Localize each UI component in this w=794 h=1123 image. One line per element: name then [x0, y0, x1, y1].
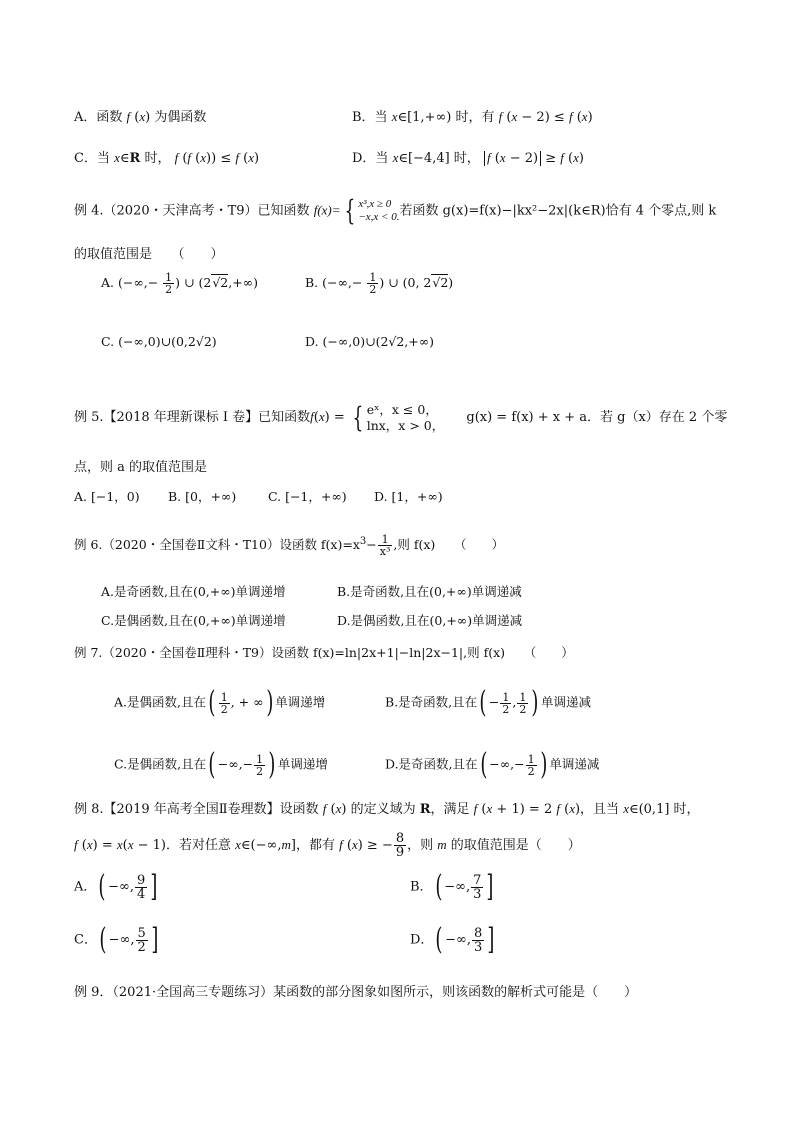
ex8-option-a: A．( −∞, $\frac{9}{4}$ ]	[74, 869, 158, 904]
ex6-option-d: D.是偶函数,且在(0,+∞)单调递减	[337, 613, 523, 628]
ex6-option-c: C.是偶函数,且在(0,+∞)单调递增	[101, 613, 286, 628]
example-8-line2: f (x) = x(x − 1)．若对任意 x∈(−∞,m]，都有 f (x) ≥ − $\frac{8}{9}$ ，则 m 的取值范围是（ ）	[74, 831, 581, 860]
ex5-mid: g(x) = f(x) + x + a．若 g（x）存在 2 个零	[466, 410, 728, 426]
ex4-option-c: C. (−∞,0)∪(0,2√2)	[101, 334, 217, 349]
example-4-stem: 例 4.（2020・天津高考・T9）已知函数 f(x)= { x³,x ≥ 0 −x,x < 0.若函数 g(x)=f(x)−|kx²−2x|(k∈R)恰有 4 个零点,则 k	[74, 194, 717, 227]
ex5-prefix: 例 5.【2018 年理新课标 I 卷】已知函数	[74, 410, 311, 426]
ex4-fdef: f(x)=	[313, 202, 341, 218]
example-5-stem: 例 5.【2018 年理新课标 I 卷】已知函数f(x) = { eˣ，x ≤ 0， lnx，x > 0， g(x) = f(x) + x + a．若 g（x）存在 2 个零	[74, 400, 728, 434]
ex8-option-c: C．( −∞, $\frac{5}{2}$ ]	[74, 922, 159, 957]
ex5-case1: eˣ，x ≤ 0，	[366, 402, 438, 417]
example-7-stem: 例 7.（2020・全国卷Ⅱ理科・T9）设函数 f(x)=ln|2x+1|−ln|2x−1|,则 f(x) （ ）	[74, 645, 574, 660]
q3-option-d: D．当 x∈[−4,4] 时， f (x − 2) ≥ f (x)	[352, 150, 584, 166]
ex5-option-c: C. [−1，+∞)	[268, 489, 347, 504]
example-5-line2: 点，则 a 的取值范围是	[74, 460, 208, 475]
ex4-option-b: B. (−∞,− $\frac{1}{2}$ ) ∪ (0, 2√2)	[305, 271, 454, 296]
ex4-mid: 若函数 g(x)=f(x)−|kx²−2x|(k∈R)恰有 4 个零点,则 k	[399, 203, 717, 219]
ex7-option-c: C.是偶函数,且在( −∞,− $\frac{1}{2}$ ) 单调递增	[114, 747, 328, 782]
ex5-option-a: A. [−1，0)	[74, 489, 140, 504]
q3-option-a: A．函数 f (x) 为偶函数	[74, 109, 207, 125]
ex6-option-b: B.是奇函数,且在(0,+∞)单调递减	[337, 584, 522, 599]
ex5-case2: lnx，x > 0，	[366, 417, 445, 433]
example-8-line1: 例 8.【2019 年高考全国Ⅱ卷理数】设函数 f (x) 的定义域为 R，满足 f (x + 1) = 2 f (x)，且当 x∈(0,1] 时，	[74, 801, 700, 817]
ex4-option-d: D. (−∞,0)∪(2√2,+∞)	[305, 334, 435, 349]
ex7-option-d: D.是奇函数,且在( −∞,− $\frac{1}{2}$ ) 单调递减	[385, 747, 600, 782]
ex7-option-b: B.是奇函数,且在( − $\frac{1}{2}$ , $\frac{1}{2}$ ) 单调递减	[385, 685, 592, 720]
ex4-case1: x³,x ≥ 0	[358, 198, 392, 211]
q3-option-b: B．当 x∈[1,+∞) 时，有 f (x − 2) ≤ f (x)	[352, 109, 593, 125]
ex8-option-b: B．( −∞, $\frac{7}{3}$ ]	[410, 869, 494, 904]
ex6-option-a: A.是奇函数,且在(0,+∞)单调递增	[101, 584, 286, 599]
ex5-option-b: B. [0，+∞)	[168, 489, 237, 504]
q3-option-c: C．当 x∈R 时， f (f (x)) ≤ f (x)	[74, 150, 260, 166]
ex4-prefix: 例 4.（2020・天津高考・T9）已知函数	[74, 203, 310, 219]
ex4-option-a: A. (−∞,− $\frac{1}{2}$ ) ∪ (2√2,+∞)	[101, 271, 258, 296]
example-6-stem: 例 6.（2020・全国卷Ⅱ文科・T10）设函数 $f(x)=x^3-$ $\frac{1}{\text{x³}}$ ,则 f(x) （ ）	[74, 533, 505, 558]
ex7-option-a: A.是偶函数,且在( $\frac{1}{2}$ , + ∞) 单调递增	[114, 685, 326, 720]
example-9-stem: 例 9．（2021·全国高三专题练习）某函数的部分图象如图所示，则该函数的解析式可能是（ ）	[74, 985, 638, 1000]
ex8-option-d: D．( −∞, $\frac{8}{3}$ ]	[410, 922, 495, 957]
ex4-case2: −x,x < 0.	[358, 211, 400, 223]
ex5-option-d: D. [1，+∞)	[374, 489, 443, 504]
example-4-line2: 的取值范围是 （ ）	[74, 247, 224, 262]
